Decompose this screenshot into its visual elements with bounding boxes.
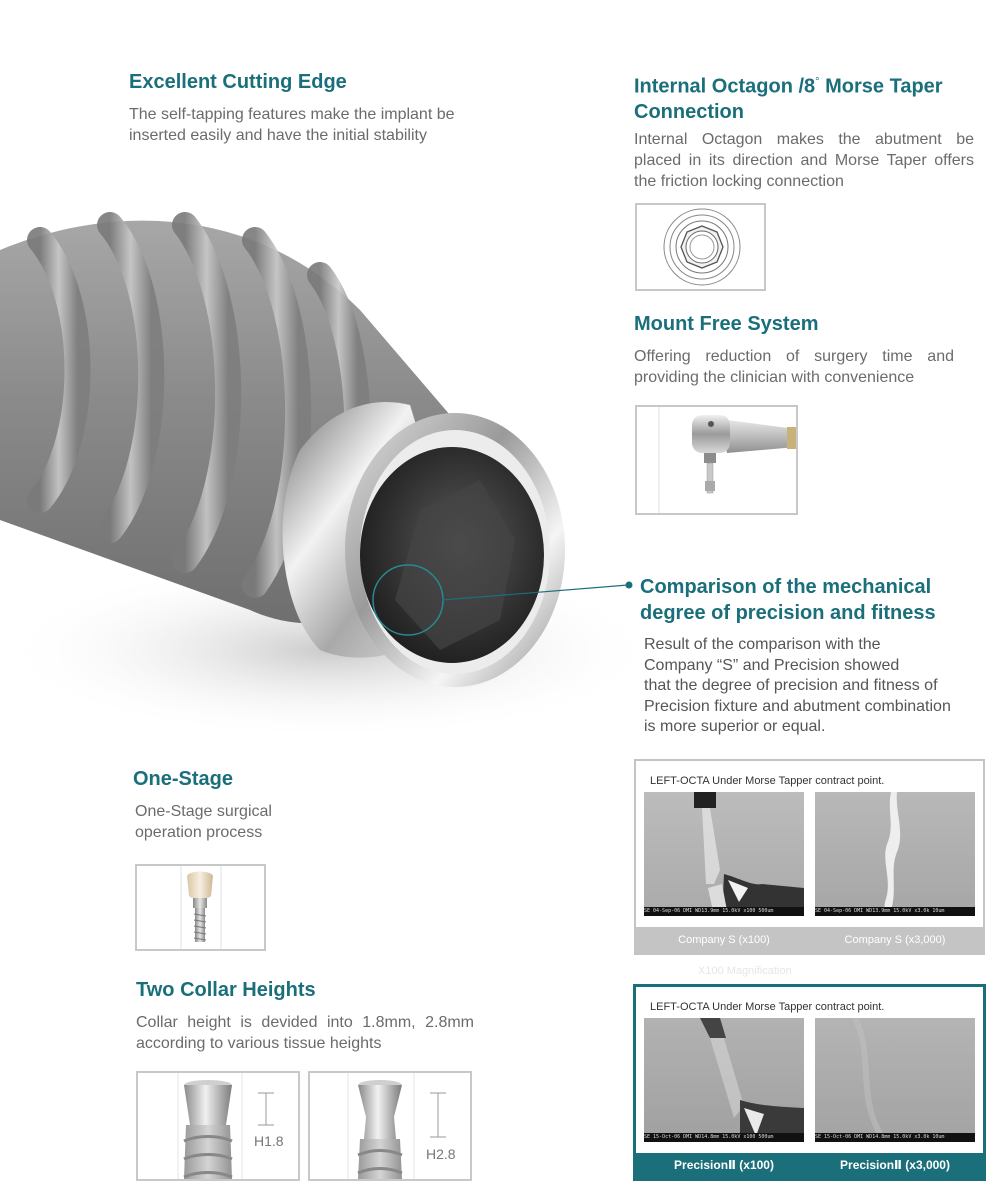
sem-label-left: Company S (x100) <box>678 934 770 946</box>
sem-label-left: PrecisionⅡ (x100) <box>674 1158 774 1172</box>
implant-illustration <box>0 180 640 780</box>
one-stage-section <box>133 767 433 843</box>
comparison-text <box>640 635 985 738</box>
cutting-edge-title: Excellent Cutting Edge <box>129 71 347 93</box>
handpiece-image <box>637 407 796 513</box>
handpiece-image-frame <box>635 405 798 515</box>
comparison-text-line: is more superior or equal. <box>644 718 826 735</box>
sem-panel-precision <box>633 984 986 1181</box>
sem-info-bar: SE 15-Oct-06 DMI WD14.8mm 15.0kV x100 500um <box>644 1133 804 1142</box>
comparison-title-line1: Comparison of the mechanical <box>640 576 932 598</box>
octagon-diagram-frame <box>635 203 766 291</box>
collar-section <box>136 978 474 1054</box>
sem-info-bar: SE 15-Oct-06 DMI WD14.8mm 15.0kV x3.0k 10um <box>815 1133 975 1142</box>
octagon-title <box>634 70 974 125</box>
comparison-text-line: that the degree of precision and fitness of <box>644 677 938 694</box>
collar-image-1 <box>138 1073 298 1179</box>
comparison-text-line: Result of the comparison with the <box>644 636 881 653</box>
magnification-note: X100 Magnification <box>698 965 792 977</box>
sem-image-precision-x100 <box>644 1018 804 1142</box>
sem-image-company-s-x3000 <box>815 792 975 916</box>
collar-image-frame-2 <box>308 1071 472 1181</box>
sem-info-bar: SE 04-Sep-06 DMI WD13.9mm 15.0kV x3.0k 10um <box>815 907 975 916</box>
comparison-section <box>640 574 985 738</box>
sem-label-right: Company S (x3,000) <box>844 934 946 946</box>
one-stage-text-line: One-Stage surgical <box>135 803 272 820</box>
sem-image-precision-x3000 <box>815 1018 975 1142</box>
collar-height-label-2: H2.8 <box>426 1146 456 1162</box>
octagon-diagram <box>637 205 764 289</box>
sem-panel-company-s <box>634 759 985 955</box>
collar-title: Two Collar Heights <box>136 979 316 1001</box>
sem-image-company-s-x100 <box>644 792 804 916</box>
octagon-title-part1: Internal Octagon /8 <box>634 75 816 98</box>
octagon-title-line2: Connection <box>634 100 744 123</box>
sem-label-bar <box>636 1153 983 1178</box>
mount-free-section <box>634 312 954 388</box>
cutting-edge-text: The self-tapping features make the implant be inserted easily and have the initial stability <box>129 106 455 144</box>
collar-text: Collar height is devided into 1.8mm, 2.8mm according to various tissue heights <box>136 1014 474 1052</box>
sem-label-bar <box>636 927 983 953</box>
connector-line <box>440 580 640 610</box>
comparison-title <box>640 574 985 626</box>
mount-free-text: Offering reduction of surgery time and providing the clinician with convenience <box>634 348 954 386</box>
one-stage-text-line: operation process <box>135 824 263 841</box>
one-stage-text <box>133 801 433 843</box>
octagon-text: Internal Octagon makes the abutment be placed in its direction and Morse Taper offers the friction locking connection <box>634 130 974 190</box>
sem-caption: LEFT-OCTA Under Morse Tapper contract point. <box>650 775 885 787</box>
one-stage-title: One-Stage <box>133 768 234 790</box>
collar-height-label-1: H1.8 <box>254 1133 284 1149</box>
comparison-title-line2: degree of precision and fitness <box>640 602 936 624</box>
comparison-text-line: Company “S” and Precision showed <box>644 656 900 674</box>
cutting-edge-section <box>129 70 479 146</box>
octagon-title-degree: ° <box>815 76 820 88</box>
sem-label-right: PrecisionⅡ (x3,000) <box>840 1158 950 1172</box>
collar-image-frame-1 <box>136 1071 300 1181</box>
sem-info-bar: SE 04-Sep-06 DMI WD13.9mm 15.0kV x100 500um <box>644 907 804 916</box>
octagon-section <box>634 70 974 192</box>
octagon-title-part2: Morse Taper <box>819 75 943 98</box>
one-stage-image <box>137 866 264 949</box>
one-stage-image-frame <box>135 864 266 951</box>
collar-image-2 <box>310 1073 470 1179</box>
sem-caption: LEFT-OCTA Under Morse Tapper contract point. <box>650 1001 885 1013</box>
mount-free-title: Mount Free System <box>634 313 819 335</box>
comparison-text-line: Precision fixture and abutment combination <box>644 697 951 715</box>
